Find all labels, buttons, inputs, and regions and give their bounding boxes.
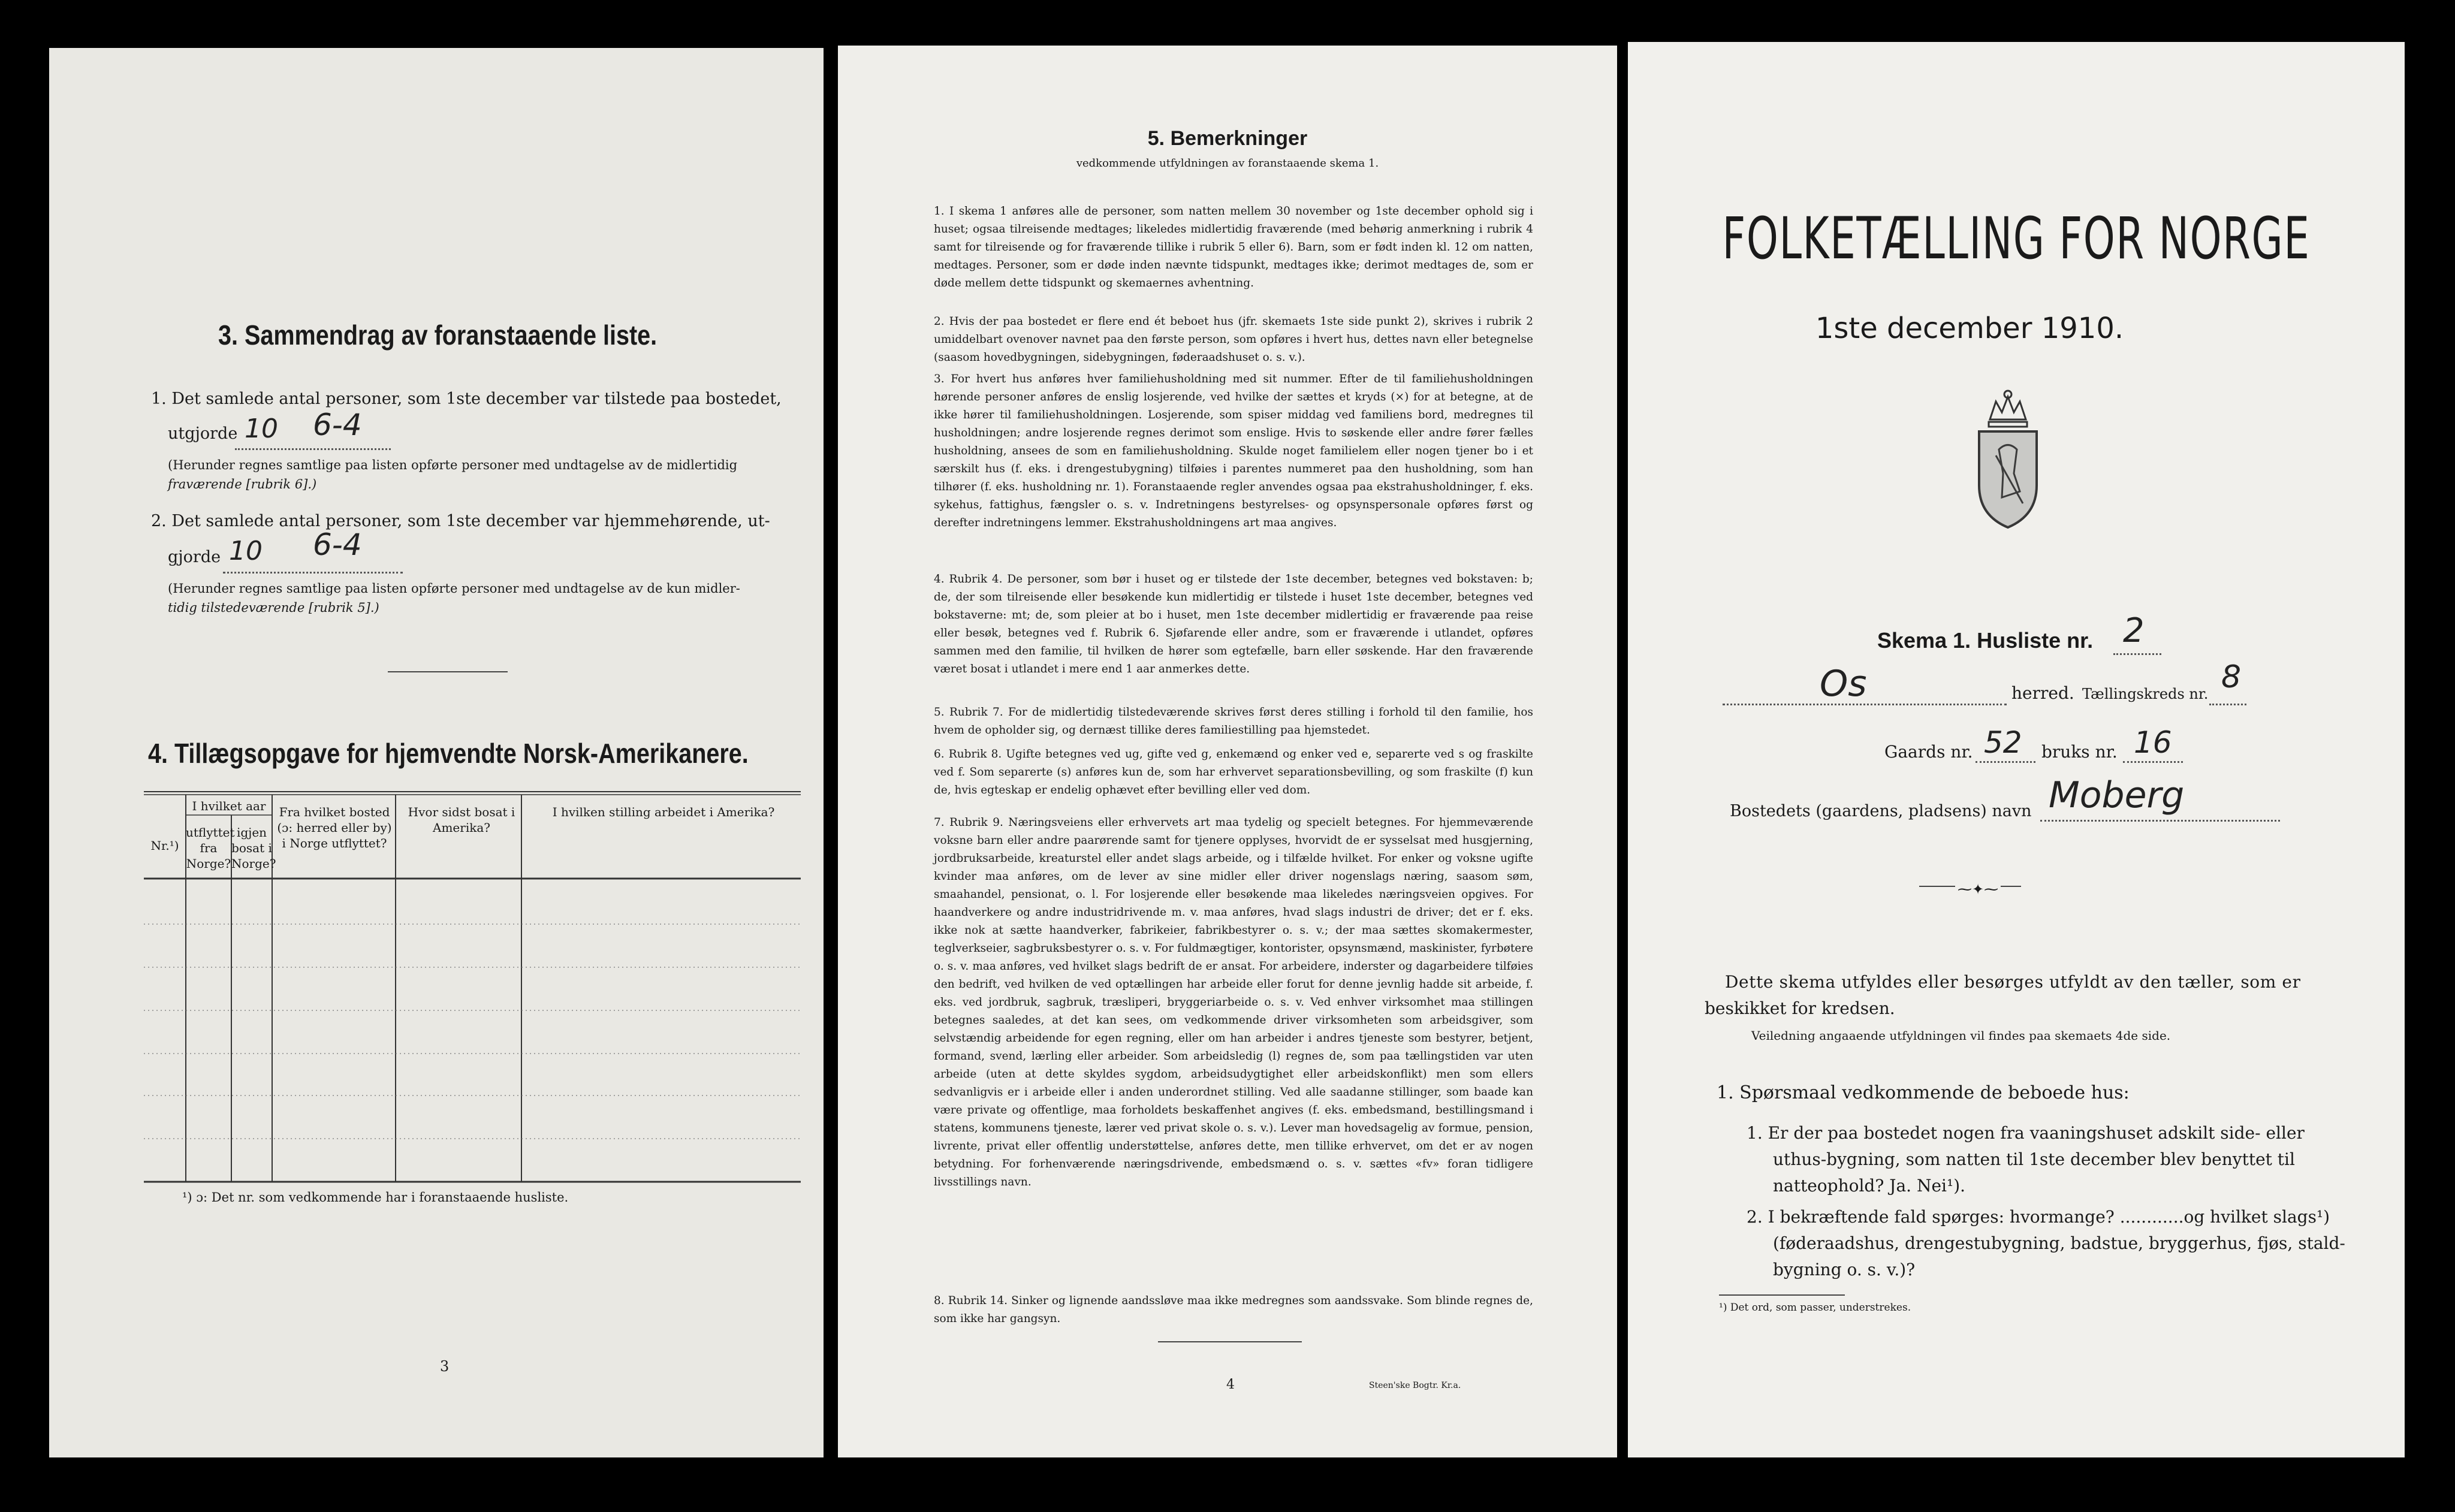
page-4 — [838, 46, 1617, 1457]
item-1-note: (Herunder regnes samtlige paa listen opførte personer med undtagelse av de midlertidig — [168, 458, 738, 472]
remark-5: 5. Rubrik 7. For de midlertidig tilstedeværende skrives først deres stilling i forhold til den familie, hos hvem de opholder sig, og dernæst tillike deres familiestilling paa hjemstedet. — [934, 706, 1533, 737]
divider — [1158, 1341, 1302, 1342]
item-1-value: 10 — [245, 414, 278, 444]
item-2-note: (Herunder regnes samtlige paa listen opførte personer med undtagelse av de kun midler- — [168, 581, 740, 596]
census-date: 1ste december 1910. — [1815, 312, 2124, 345]
remark-1: 1. I skema 1 anføres alle de personer, som natten mellem 30 november og 1ste december ophold sig i huset; ogsaa tilreisende medtages; likeledes midlertidig fraværende (med behørig anmerkning i rubrik 4 samt for tilreisende og for fraværende tillike i rubrik 5 eller 6). Barn, som er født inden kl. 12 om natten, medtages. Personer, som er døde inden nævnte tidspunkt, medtages ikke; derimot medtages de, som er døde mellem dette tidspunkt og skemaernes avhentning. — [934, 205, 1533, 289]
divider — [1719, 1294, 1845, 1296]
col-stilling: I hvilken stilling arbeidet i Amerika? — [552, 805, 775, 819]
kreds-value: 8 — [2221, 659, 2242, 695]
col-igjen-bosat: igjen bosat i Norge? — [231, 825, 276, 871]
question-2-line-2: (føderaadshus, drengestubygning, badstue, bryggerhus, fjøs, stald- — [1773, 1233, 2345, 1253]
item-1-note-2: fraværende [rubrik 6].) — [168, 477, 317, 491]
item-2-text: 2. Det samlede antal personer, som 1ste december var hjemmehørende, ut- — [151, 512, 770, 530]
section-3-title: 3. Sammendrag av foranstaaende liste. — [218, 319, 658, 351]
remark-8: 8. Rubrik 14. Sinker og lignende aandssløve maa ikke medregnes som aandssvake. Som blinde regnes de, som ikke har gangsyn. — [934, 1294, 1533, 1325]
table-footnote: ¹) ɔ: Det nr. som vedkommende har i foranstaaende husliste. — [182, 1190, 569, 1205]
divider — [388, 671, 508, 672]
bosted-value: Moberg — [2049, 774, 2185, 816]
kreds-label: Tællingskreds nr. — [2082, 686, 2209, 702]
col-nr: Nr.¹) — [150, 838, 179, 853]
col-amerika-bosat: Hvor sidst bosat i Amerika? — [408, 805, 515, 835]
coat-of-arms-icon — [1966, 384, 2050, 533]
question-1-line-2: uthus-bygning, som natten til 1ste december blev benyttet til — [1773, 1149, 2295, 1169]
herred-label: herred. — [2011, 683, 2074, 703]
bruks-label: bruks nr. — [2041, 742, 2118, 762]
item-2-label: gjorde — [168, 548, 221, 566]
printer-mark: Steen'ske Bogtr. Kr.a. — [1369, 1381, 1461, 1390]
item-1-text: 1. Det samlede antal personer, som 1ste december var tilstede paa bostedet, — [151, 390, 782, 408]
gaards-label: Gaards nr. — [1884, 742, 1973, 762]
col-utflyttet: utflyttet fra Norge? — [186, 825, 235, 871]
page-number: 4 — [1226, 1377, 1235, 1392]
herred-value: Os — [1820, 663, 1867, 705]
remark-3: 3. For hvert hus anføres hver familiehusholdning med sit nummer. Efter de til familiehusholdningen hørende personer anføres de enslig losjerende, ved hvilke der sættes et kryds (×) for at betegne, at de ikke hører til familiehusholdningen. Losjerende, som spiser middag ved familiens bord, medregnes til husholdningen; andre losjerende regnes derimot som enslige. Hvis to søskende eller andre fører fælles husholdning, ansees de som en familiehusholdning. Skulde noget familielem eller nogen tjener bo i et særskilt hus (f. eks. i drengestubygning) tilføies i parentes nummeret paa den husholdning, som han tilhører (f. eks. husholdning nr. 1). Foranstaaende regler anvendes ogsaa paa ekstrahusholdninger, f. eks. sykehus, fattighus, fængsler o. s. v. Indretningens bestyrelses- og opsynspersonale opføres først og derefter indretningens lemmer. Ekstrahusholdningens art maa angives. — [934, 373, 1533, 529]
col-year-group: I hvilket aar — [192, 799, 266, 813]
item-2-value: 10 — [229, 536, 263, 566]
intro-note: Veiledning angaaende utfyldningen vil findes paa skemaets 4de side. — [1751, 1028, 2171, 1043]
form-title: FOLKETÆLLING FOR NORGE — [1722, 205, 2311, 272]
page-3 — [49, 48, 824, 1457]
intro-line-1: Dette skema utfyldes eller besørges utfyldt av den tæller, som er — [1725, 972, 2301, 992]
item-1-label: utgjorde — [168, 424, 238, 443]
husliste-number: 2 — [2123, 611, 2145, 650]
question-2-line-3: bygning o. s. v.)? — [1773, 1260, 1916, 1279]
page-number: 3 — [440, 1358, 450, 1375]
question-1-line-1: 1. Er der paa bostedet nogen fra vaaningshuset adskilt side- eller — [1747, 1123, 2305, 1143]
bruks-value: 16 — [2134, 725, 2172, 760]
question-1-line-3: natteophold? Ja. Nei¹). — [1773, 1176, 1966, 1196]
col-fra-bosted: Fra hvilket bosted (ɔ: herred eller by) i Norge utflyttet? — [277, 805, 392, 850]
remark-6: 6. Rubrik 8. Ugifte betegnes ved ug, gifte ved g, enkemænd og enker ved e, separerte ved s og fraskilte ved f. Som separerte (s) anføres kun de, som har erhvervet separationsbevilling, og som fraskilte (f) kun de, hvis egteskap er endelig ophævet efter bevilling eller ved dom. — [934, 748, 1533, 796]
page-1-front — [1628, 42, 2405, 1457]
intro-line-2: beskikket for kredsen. — [1705, 998, 1895, 1018]
front-footnote: ¹) Det ord, som passer, understrekes. — [1719, 1302, 1911, 1314]
remark-2: 2. Hvis der paa bostedet er flere end ét beboet hus (jfr. skemaets 1ste side punkt 2), skrives i rubrik 2 umiddelbart ovenover navnet paa den første person, som opføres i hvert hus, dettes navn eller betegnelse (saasom hovedbygningen, sidebygningen, føderaadshuset o. s. v.). — [934, 315, 1533, 364]
bosted-label: Bostedets (gaardens, pladsens) navn — [1730, 802, 2032, 820]
skema-label: Skema 1. Husliste nr. — [1877, 628, 2094, 653]
question-heading: 1. Spørsmaal vedkommende de beboede hus: — [1717, 1082, 2130, 1103]
gaards-value: 52 — [1984, 725, 2022, 760]
remark-7: 7. Rubrik 9. Næringsveiens eller erhvervets art maa tydelig og specielt betegnes. For hjemmeværende voksne barn eller andre paarørende samt for tjenere opplyses, hvorvidt de er sysselsat med husgjerning, jordbruksarbeide, kreaturstel eller andet slags arbeide, og i tilfælde hvilket. For enker og voksne ugifte kvinder maa anføres, om de lever av sine midler eller driver nogenslags næring, saasom søm, smaahandel, pensionat, o. l. For losjerende eller besøkende maa likeledes næringsveien opgives. For haandverkere og andre industridrivende m. v. maa anføres, hvad slags industri de driver; det er f. eks. ikke nok at sætte haandverker, fabrikeier, fabrikbestyrer o. s. v.; der maa sættes skomakermester, teglverkseier, sagbruksbestyrer o. s. v. For fuldmægtiger, kontorister, opsynsmænd, maskinister, fyrbøtere o. s. v. maa anføres, ved hvilket slags bedrift de er ansat. For arbeidere, inderster og dagarbeidere tilføies den bedrift, ved hvilken de ved optællingen har arbeide eller forut for denne jevnlig hadde sit arbeide, f. eks. ved jordbruk, sagbruk, træsliperi, bryggeriarbeide o. s. v. Ved enhver virksomhet maa stillingen betegnes saaledes, at det kan sees, om vedkommende driver virksomheten som arbeidsgiver, som selvstændig arbeidende for egen regning, eller om han arbeider i andres tjeneste som bestyrer, betjent, formand, svend, lærling eller arbeider. Som arbeidsledig (l) regnes de, som paa tællingstiden var uten arbeide (uten at dette skyldes sygdom, arbeidsudygtighet eller arbeidskonflikt) men som ellers sedvanligvis er i arbeide eller i anden underordnet stilling. Ved alle saadanne stillinger, som baade kan være private og offentlige, maa forholdets beskaffenhet angives (f. eks. embedsmand, bestillingsmand i statens, kommunens tjeneste, lærer ved privat skole o. s. v.). Lever man hovedsagelig av formue, pension, livrente, privat eller offentlig understøttelse, anføres dette, men tillike erhvervet, om det er av nogen betydning. For forhenværende næringsdrivende, embedsmænd o. s. v. sættes «fv» foran tidligere livsstillings navn. — [934, 816, 1533, 1188]
item-1-handwritten: 6-4 — [313, 408, 362, 442]
remarks-subtitle: vedkommende utfyldningen av foranstaaende skema 1. — [1076, 157, 1379, 170]
remarks-title: 5. Bemerkninger — [1147, 127, 1308, 150]
item-2-handwritten: 6-4 — [313, 527, 362, 562]
section-4-title: 4. Tillægsopgave for hjemvendte Norsk-Amerikanere. — [148, 738, 749, 769]
item-2-note-2: tidig tilstedeværende [rubrik 5].) — [168, 600, 379, 615]
remark-4: 4. Rubrik 4. De personer, som bør i huset og er tilstede der 1ste december, betegnes ved bokstaven: b; de, der som tilreisende eller besøkende kun midlertidig er tilstede i huset 1ste december, betegnes ved bokstaverne: mt; de, som pleier at bo i huset, men 1ste december midlertidig er fraværende paa reise eller besøk, betegnes ved f. Rubrik 6. Sjøfarende eller andre, som er fraværende i utlandet, opføres sammen med den familie, til hvilken de hører som egtefælle, barn eller søskende. Har den fraværende været bosat i utlandet i mere end 1 aar anmerkes dette. — [934, 573, 1533, 675]
ornament: ⁓✦⁓ — [1955, 881, 2001, 898]
question-2-line-1: 2. I bekræftende fald spørges: hvormange? ............og hvilket slags¹) — [1747, 1207, 2330, 1227]
